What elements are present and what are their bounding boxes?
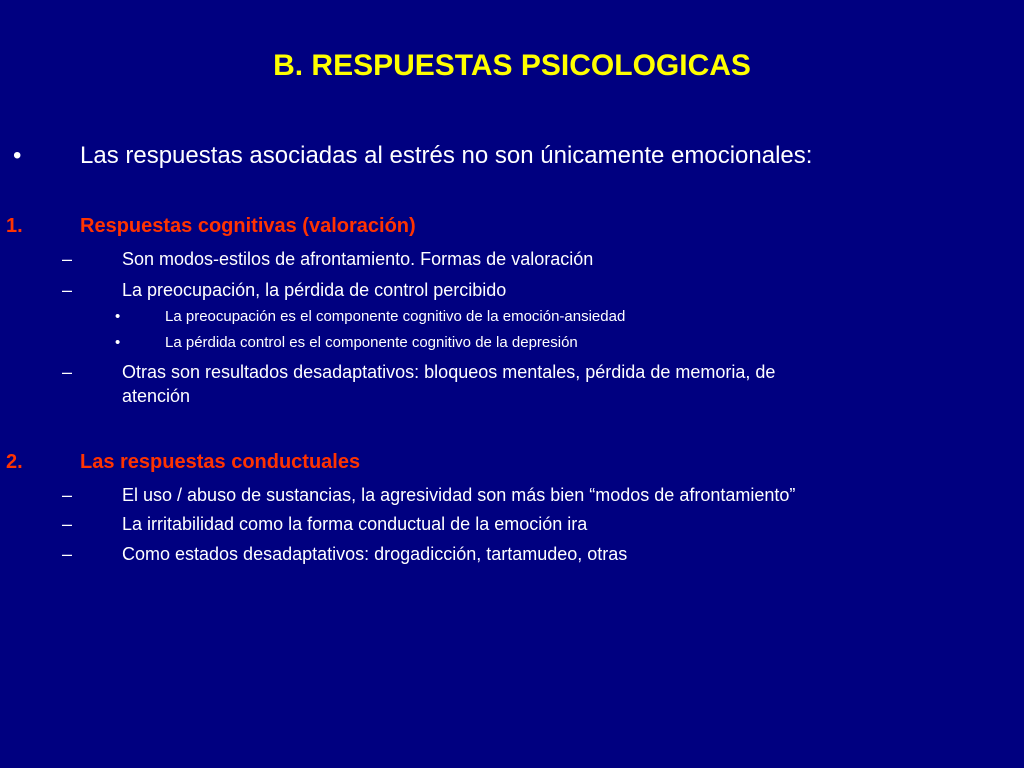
bullet-marker: •: [115, 334, 121, 351]
list-item-text: Como estados desadaptativos: drogadicción, tartamudeo, otras: [122, 544, 628, 564]
section-number-1: 1.: [6, 215, 23, 237]
dash-marker: –: [62, 514, 73, 534]
list-item-text: El uso / abuso de sustancias, la agresividad son más bien “modos de afrontamiento”: [122, 485, 796, 505]
slide-title: B. RESPUESTAS PSICOLOGICAS: [273, 49, 751, 82]
dash-marker: –: [62, 362, 73, 382]
intro-text: Las respuestas asociadas al estrés no son únicamente emocionales:: [80, 142, 813, 169]
section-number-2: 2.: [6, 451, 23, 473]
dash-marker: –: [62, 280, 73, 300]
list-item-text: La preocupación, la pérdida de control percibido: [122, 280, 507, 300]
dash-marker: –: [62, 485, 73, 505]
list-item-text: La irritabilidad como la forma conductual de la emoción ira: [122, 514, 588, 534]
sub-list-item-text: La pérdida control es el componente cognitivo de la depresión: [165, 334, 578, 351]
sub-list-item-text: La preocupación es el componente cognitivo de la emoción-ansiedad: [165, 308, 626, 325]
bullet-marker: •: [115, 308, 121, 325]
list-item-text: atención: [122, 386, 191, 406]
section-heading-text-1: Respuestas cognitivas (valoración): [80, 215, 416, 237]
dash-marker: –: [62, 544, 73, 564]
list-item-text: Son modos-estilos de afrontamiento. Formas de valoración: [122, 249, 594, 269]
bullet-marker: •: [13, 142, 22, 169]
list-item-text: Otras son resultados desadaptativos: bloqueos mentales, pérdida de memoria, de: [122, 362, 776, 382]
section-heading-text-2: Las respuestas conductuales: [80, 451, 361, 473]
dash-marker: –: [62, 249, 73, 269]
